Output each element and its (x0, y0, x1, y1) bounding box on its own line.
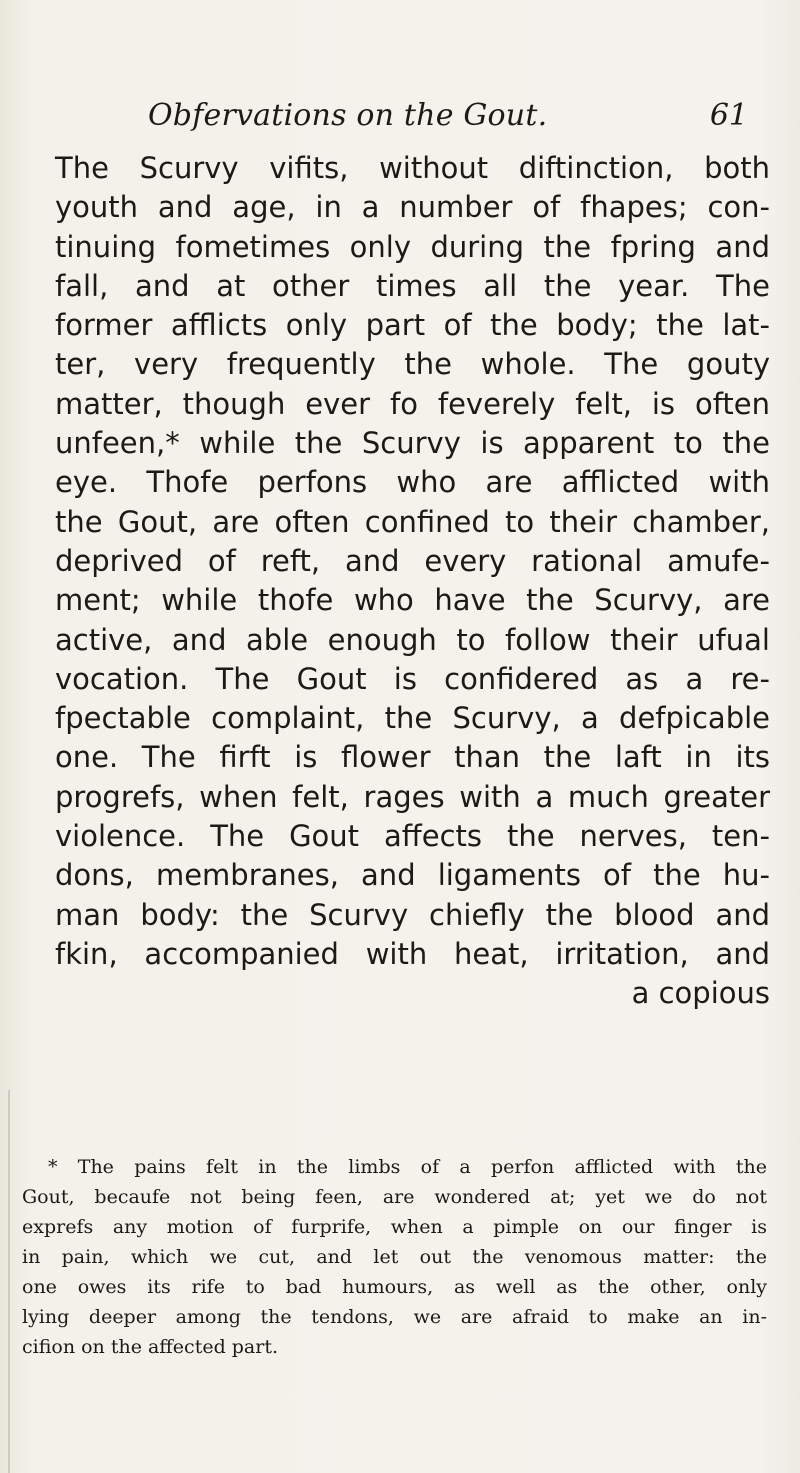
text-line: eye. Thofe perfons who are afflicted with (55, 465, 770, 500)
footnote-line: Gout, becaufe not being feen, are wondered at; yet we do not (22, 1186, 767, 1208)
text-line: ter, very frequently the whole. The gouty (55, 347, 770, 382)
footnote-line: exprefs any motion of furprife, when a pimple on our finger is (22, 1216, 767, 1238)
running-title: Obfervations on the Gout. (148, 98, 548, 133)
text-line: violence. The Gout affects the nerves, ten- (55, 819, 770, 854)
text-line: man body: the Scurvy chiefly the blood and (55, 897, 770, 932)
footnote (22, 1152, 767, 1362)
page-header (148, 96, 748, 136)
text-line: the Gout, are often confined to their chamber, (55, 504, 770, 539)
footnote-line: * The pains felt in the limbs of a perfon afflicted with the (48, 1156, 767, 1178)
text-line: dons, membranes, and ligaments of the hu- (55, 858, 770, 893)
text-line: fkin, accompanied with heat, irritation, and (55, 936, 770, 971)
text-line: progrefs, when felt, rages with a much greater (55, 779, 770, 814)
footnote-line: in pain, which we cut, and let out the venomous matter: the (22, 1246, 767, 1268)
footnote-line: lying deeper among the tendons, we are afraid to make an in- (22, 1306, 767, 1328)
text-line: tinuing fometimes only during the fpring and (55, 229, 770, 264)
text-line: fpectable complaint, the Scurvy, a defpicable (55, 701, 770, 736)
text-line: active, and able enough to follow their ufual (55, 622, 770, 657)
text-line: matter, though ever fo feverely felt, is often (55, 386, 770, 421)
text-line: fall, and at other times all the year. The (55, 268, 770, 303)
text-line: The Scurvy vifits, without diftinction, both (55, 151, 770, 185)
page-number: 61 (709, 98, 748, 133)
body-text (55, 149, 770, 1014)
catchword-line: a copious (631, 976, 770, 1011)
text-line: youth and age, in a number of fhapes; con- (55, 190, 770, 225)
text-line: one. The firft is flower than the laft in its (55, 740, 770, 775)
text-line: former afflicts only part of the body; the lat- (55, 308, 770, 343)
text-line: deprived of reft, and every rational amufe- (55, 543, 770, 578)
footnote-line: cifion on the affected part. (22, 1336, 279, 1358)
text-line: unfeen,* while the Scurvy is apparent to the (55, 426, 770, 461)
gutter-shadow (8, 1090, 10, 1473)
text-line: vocation. The Gout is confidered as a re- (55, 661, 770, 696)
text-line: ment; while thofe who have the Scurvy, are (55, 583, 770, 618)
footnote-line: one owes its rife to bad humours, as well as the other, only (22, 1276, 767, 1298)
